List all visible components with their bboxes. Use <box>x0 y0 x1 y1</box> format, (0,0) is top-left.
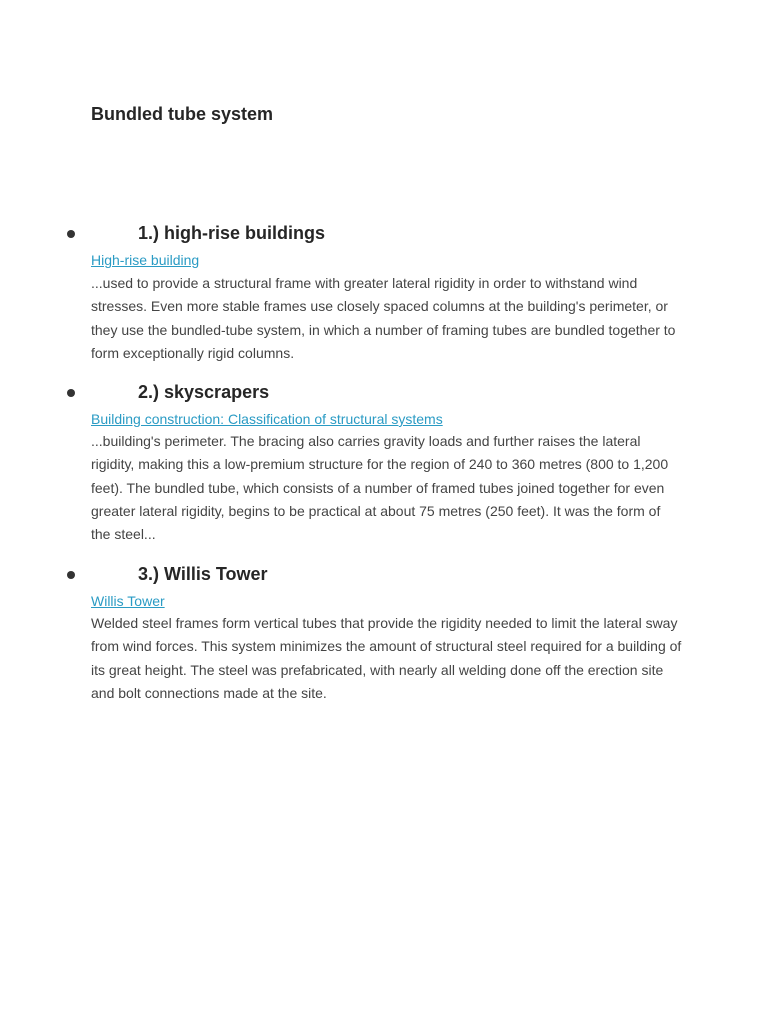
section-excerpt: ...used to provide a structural frame with greater lateral rigidity in order to withstand wind stresses. Even more stable frames use closely spaced columns at the building's perimeter, or they use the bundled-tube system, in which a number of framing tubes are bundled together to form exceptionally rigid columns. <box>91 275 676 361</box>
article-link-high-rise-building[interactable]: High-rise building <box>91 252 200 268</box>
section-heading: 2.) skyscrapers <box>138 382 270 402</box>
page-title: Bundled tube system <box>91 104 274 124</box>
section-heading: 1.) high-rise buildings <box>138 223 326 243</box>
bullet-icon <box>67 389 75 397</box>
section-heading: 3.) Willis Tower <box>138 564 268 584</box>
section-excerpt: ...building's perimeter. The bracing also carries gravity loads and further raises the lateral rigidity, making this a low-premium structure for the region of 240 to 360 metres (800 to 1,200 feet). The bundled tube, which consists of a number of framed tubes joined together for even greater lateral rigidity, begins to be practical at about 75 metres (250 feet). It was the form of the steel... <box>91 433 669 543</box>
bullet-icon <box>67 571 75 579</box>
bullet-icon <box>67 230 75 238</box>
article-link-willis-tower[interactable]: Willis Tower <box>91 593 165 609</box>
article-link-building-construction[interactable]: Building construction: Classification of structural systems <box>91 411 443 427</box>
section-excerpt: Welded steel frames form vertical tubes that provide the rigidity needed to limit the lateral sway from wind forces. This system minimizes the amount of structural steel required for a building of its great height. The steel was prefabricated, with nearly all welding done off the erection site and bolt connections made at the site. <box>91 615 682 701</box>
